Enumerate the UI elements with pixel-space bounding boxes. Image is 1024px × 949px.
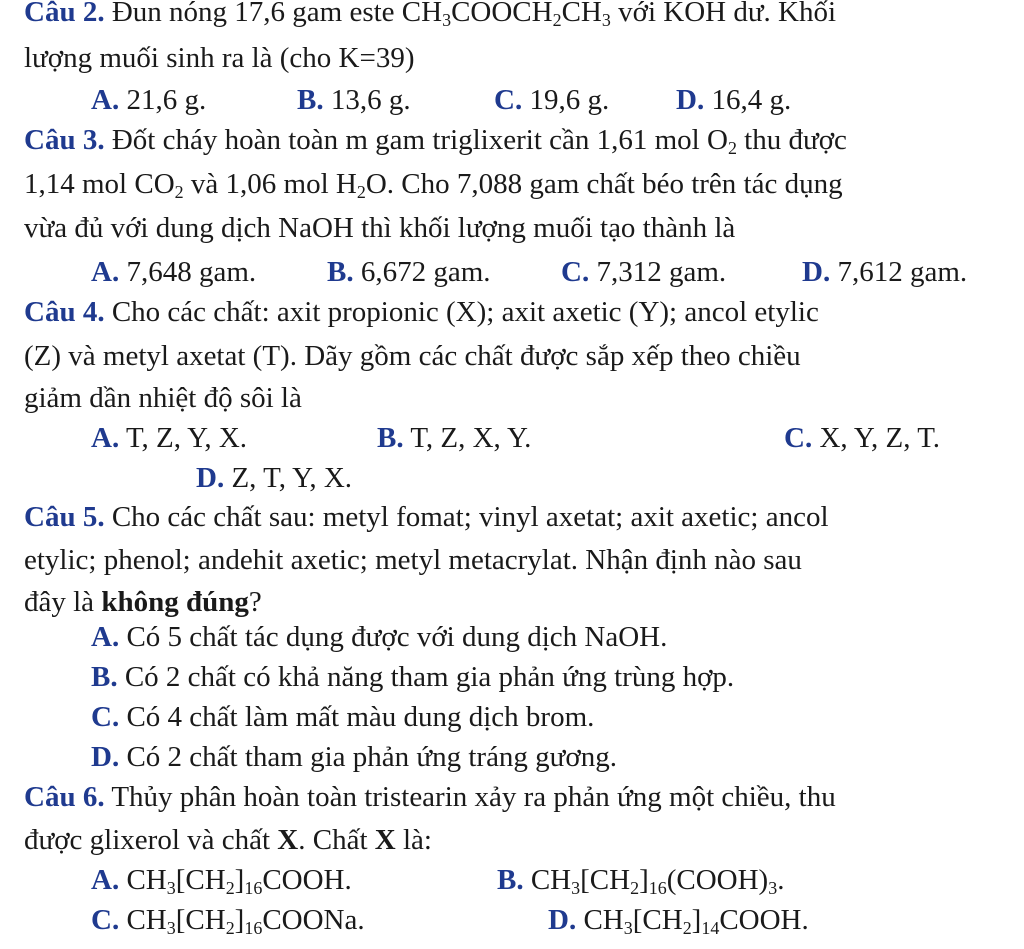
q6-line-2: được glixerol và chất X. Chất X là: [24,824,432,856]
q5-line-1: Câu 5. Cho các chất sau: metyl fomat; vinyl axetat; axit axetic; ancol [24,501,829,533]
q3-line-3: vừa đủ với dung dịch NaOH thì khối lượng muối tạo thành là [24,212,736,244]
q6-option-b: B. $CH_3[CH_2]_{16}(COOH)_3$. [497,864,785,899]
q3-line-2: 1,14 mol $CO_2$ và 1,06 mol $H_2O$. Cho 7,088 gam chất béo trên tác dụng [24,168,843,203]
q5-option-a: A. Có 5 chất tác dụng được với dung dịch NaOH. [91,621,668,653]
q5-label: Câu 5. [24,501,105,533]
q3-line-1: Câu 3. Đốt cháy hoàn toàn m gam triglixerit cần 1,61 mol $O_2$ thu được [24,124,847,159]
q4-option-b: B. T, Z, X, Y. [377,422,532,454]
q3-option-c: C. 7,312 gam. [561,256,727,288]
q4-line-3: giảm dần nhiệt độ sôi là [24,382,302,414]
q3-option-d: D. 7,612 gam. [802,256,968,288]
q5-line-3: đây là không đúng? [24,586,262,618]
q3-label: Câu 3. [24,124,105,156]
q4-option-c: C. X, Y, Z, T. [784,422,941,454]
q2-stem-end: với KOH dư. Khối [618,0,837,28]
q6-option-c: C. $CH_3[CH_2]_{16}COONa$. [91,904,365,939]
q2-formula: $CH_3COOCH_2CH_3$ [401,0,611,31]
q6-option-a: A. $CH_3[CH_2]_{16}COOH$. [91,864,352,899]
q4-label: Câu 4. [24,296,105,328]
q6-option-d: D. $CH_3[CH_2]_{14}COOH$. [548,904,809,939]
q2-option-d: D. 16,4 g. [676,84,792,116]
q3-option-a: A. 7,648 gam. [91,256,257,288]
q2-line-1 [24,0,837,31]
q5-option-b: B. Có 2 chất có khả năng tham gia phản ứng trùng hợp. [91,661,735,693]
q6-line-1: Câu 6. Thủy phân hoàn toàn tristearin xảy ra phản ứng một chiều, thu [24,781,836,813]
q2-label: Câu 2. [24,0,105,28]
q2-line-2: lượng muối sinh ra là (cho K=39) [24,42,415,74]
q5-emphasis: không đúng [101,586,249,618]
q2-stem: Đun nóng 17,6 gam este [111,0,395,28]
q6-label: Câu 6. [24,781,105,813]
q5-line-2: etylic; phenol; andehit axetic; metyl metacrylat. Nhận định nào sau [24,544,802,576]
q5-option-c: C. Có 4 chất làm mất màu dung dịch brom. [91,701,595,733]
q3-option-b: B. 6,672 gam. [327,256,491,288]
q4-option-a: A. T, Z, Y, X. [91,422,248,454]
q4-option-d: D. Z, T, Y, X. [196,462,353,494]
q2-option-b: B. 13,6 g. [297,84,411,116]
q4-line-1: Câu 4. Cho các chất: axit propionic (X); axit axetic (Y); ancol etylic [24,296,819,328]
q5-option-d: D. Có 2 chất tham gia phản ứng tráng gương. [91,741,617,773]
q2-option-a: A. 21,6 g. [91,84,207,116]
q2-option-c: C. 19,6 g. [494,84,610,116]
q4-line-2: (Z) và metyl axetat (T). Dãy gồm các chất được sắp xếp theo chiều [24,340,801,372]
